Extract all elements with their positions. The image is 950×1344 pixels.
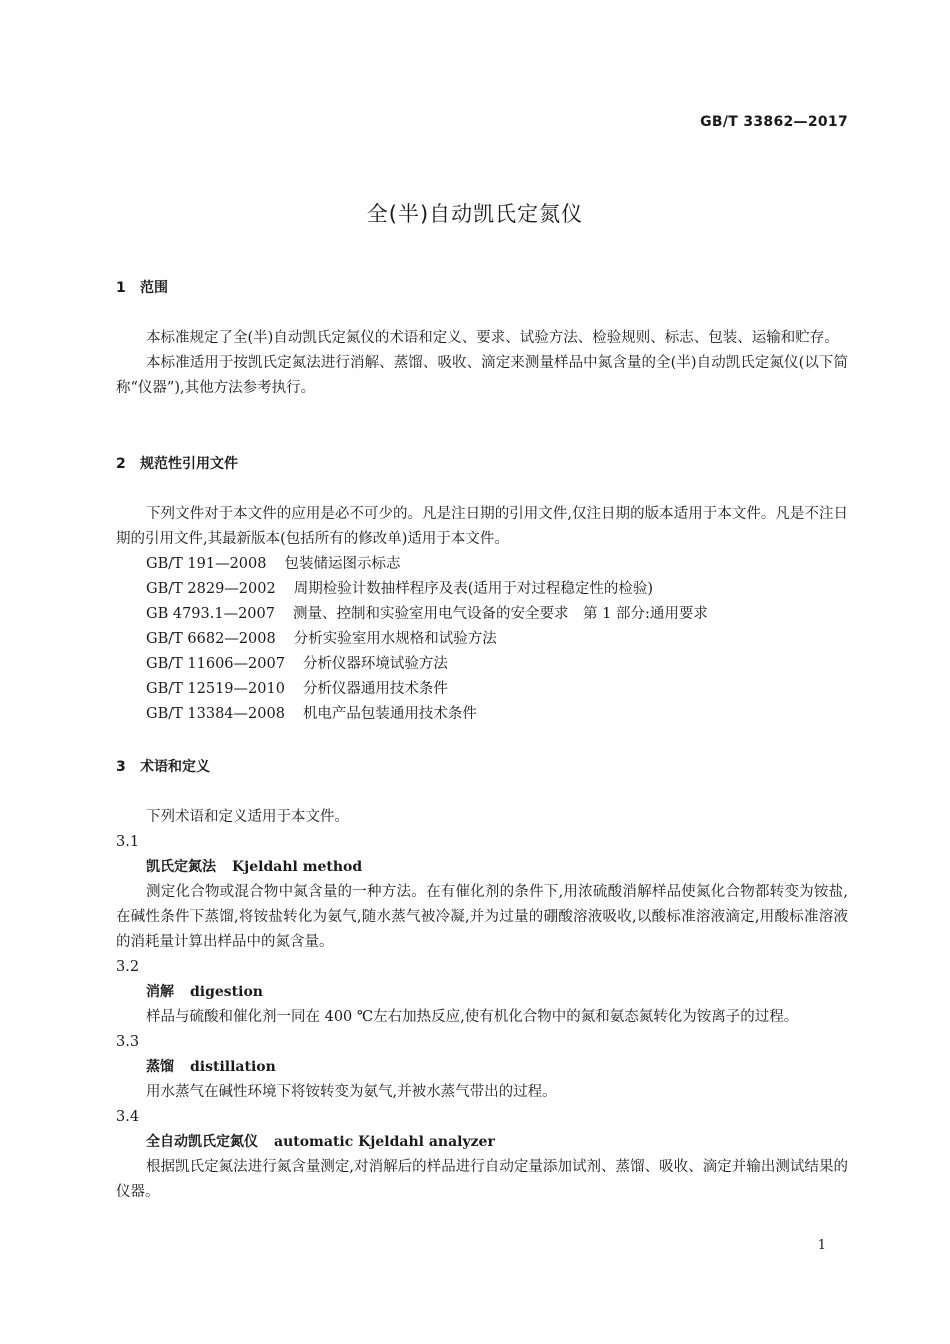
reference-title: 包装储运图示标志	[284, 556, 401, 572]
reference-item	[116, 577, 848, 602]
term-name	[116, 855, 848, 880]
reference-code: GB/T 191—2008	[146, 556, 267, 572]
section-scope	[116, 276, 848, 401]
paragraph: 本标准规定了全(半)自动凯氏定氮仪的术语和定义、要求、试验方法、检验规则、标志、包装、运输和贮存。	[146, 330, 839, 346]
term-name	[116, 980, 848, 1005]
reference-title: 分析仪器环境试验方法	[302, 656, 448, 672]
reference-title: 周期检验计数抽样程序及表(适用于对过程稳定性的检验)	[293, 581, 654, 597]
reference-item	[116, 627, 848, 652]
section-number: 3	[116, 759, 126, 775]
page-number: 1	[817, 1238, 826, 1253]
term-definition: 根据凯氏定氮法进行氮含量测定,对消解后的样品进行自动定量添加试剂、蒸馏、吸收、滴定并输出测试结果的仪器。	[116, 1159, 848, 1200]
term-zh: 消解	[146, 984, 174, 1000]
term-number: 3.3	[116, 1034, 140, 1050]
standard-code: GB/T 33862—2017	[700, 114, 848, 130]
reference-title: 分析实验室用水规格和试验方法	[293, 631, 497, 647]
reference-code: GB/T 13384—2008	[146, 706, 285, 722]
section-title: 范围	[140, 280, 168, 296]
section-title: 术语和定义	[140, 759, 210, 775]
reference-item	[116, 702, 848, 727]
reference-item	[116, 652, 848, 677]
section-title: 规范性引用文件	[140, 456, 238, 472]
section-number: 1	[116, 280, 126, 296]
reference-title: 机电产品包装通用技术条件	[302, 706, 477, 722]
term-zh: 凯氏定氮法	[146, 859, 216, 875]
reference-title: 测量、控制和实验室用电气设备的安全要求 第 1 部分:通用要求	[293, 606, 708, 622]
section-heading	[116, 755, 848, 780]
term-en: automatic Kjeldahl analyzer	[274, 1134, 495, 1150]
page-title: 全(半)自动凯氏定氮仪	[366, 202, 584, 226]
reference-title: 分析仪器通用技术条件	[302, 681, 448, 697]
reference-code: GB/T 2829—2002	[146, 581, 276, 597]
reference-item	[116, 552, 848, 577]
reference-code: GB/T 12519—2010	[146, 681, 285, 697]
term-number: 3.4	[116, 1109, 140, 1125]
reference-item	[116, 677, 848, 702]
section-number: 2	[116, 456, 126, 472]
term-en: distillation	[190, 1059, 276, 1075]
term-definition: 样品与硫酸和催化剂一同在 400 ℃左右加热反应,使有机化合物中的氮和氨态氮转化为铵离子的过程。	[146, 1009, 799, 1025]
paragraph: 本标准适用于按凯氏定氮法进行消解、蒸馏、吸收、滴定来测量样品中氮含量的全(半)自动凯氏定氮仪(以下简称“仪器”),其他方法参考执行。	[116, 355, 848, 396]
term-en: digestion	[190, 984, 263, 1000]
section-heading	[116, 452, 848, 477]
term-zh: 全自动凯氏定氮仪	[146, 1134, 258, 1150]
section-heading	[116, 276, 848, 301]
term-en: Kjeldahl method	[232, 859, 363, 875]
term-name	[116, 1055, 848, 1080]
paragraph: 下列术语和定义适用于本文件。	[146, 809, 349, 825]
reference-code: GB/T 11606—2007	[146, 656, 285, 672]
paragraph: 下列文件对于本文件的应用是必不可少的。凡是注日期的引用文件,仅注日期的版本适用于本文件。凡是不注日期的引用文件,其最新版本(包括所有的修改单)适用于本文件。	[116, 506, 848, 547]
term-number: 3.2	[116, 959, 140, 975]
reference-item	[116, 602, 848, 627]
reference-code: GB 4793.1—2007	[146, 606, 275, 622]
section-terms	[116, 755, 848, 1205]
term-number: 3.1	[116, 834, 140, 850]
section-references	[116, 452, 848, 727]
term-definition: 测定化合物或混合物中氮含量的一种方法。在有催化剂的条件下,用浓硫酸消解样品使氮化合物都转变为铵盐,在碱性条件下蒸馏,将铵盐转化为氨气,随水蒸气被冷凝,并为过量的硼酸溶液吸收,以酸标准溶液滴定,用酸标准溶液的消耗量计算出样品中的氮含量。	[116, 884, 848, 950]
term-definition: 用水蒸气在碱性环境下将铵转变为氨气,并被水蒸气带出的过程。	[146, 1084, 557, 1100]
reference-code: GB/T 6682—2008	[146, 631, 276, 647]
term-zh: 蒸馏	[146, 1059, 174, 1075]
term-name	[116, 1130, 848, 1155]
